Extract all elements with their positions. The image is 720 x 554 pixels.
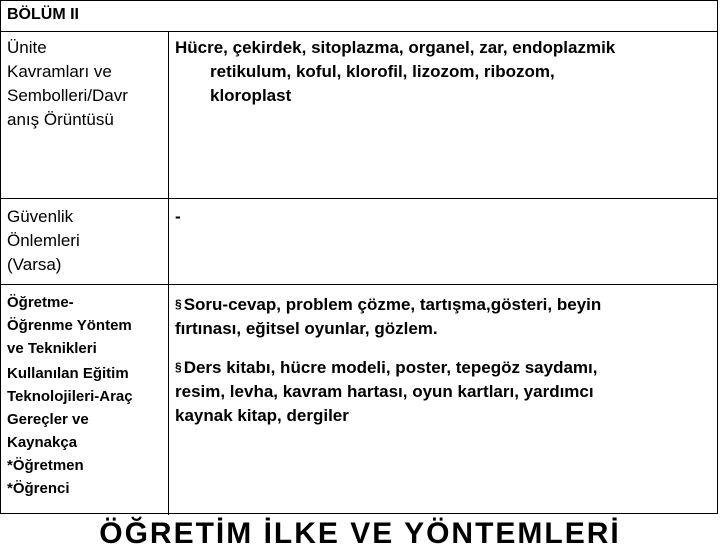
label-line: Kaynakça: [7, 434, 78, 451]
divider: [1, 31, 717, 32]
label-line: Sembolleri/Davr: [7, 86, 128, 105]
divider: [1, 284, 717, 285]
section-title: BÖLÜM II: [7, 6, 79, 23]
content-line: -: [175, 207, 181, 226]
content-line: § Soru-cevap, problem çözme, tartışma,gösteri, beyin: [175, 295, 602, 314]
row-label-unit-concepts: [7, 36, 167, 132]
content-line: fırtınası, eğitsel oyunlar, gözlem.: [175, 319, 438, 338]
label-line: Ünite: [7, 38, 47, 57]
bullet-icon: §: [175, 297, 182, 311]
label-line: Öğretme-: [7, 294, 74, 311]
content-line: kaynak kitap, dergiler: [175, 406, 349, 425]
bullet-icon: §: [175, 360, 182, 374]
column-divider: [168, 31, 169, 515]
label-line: (Varsa): [7, 255, 62, 274]
label-line: Kullanılan Eğitim: [7, 365, 129, 382]
content-line: Hücre, çekirdek, sitoplazma, organel, zar, endoplazmik: [175, 38, 616, 57]
row-content-unit-concepts: [175, 36, 715, 108]
content-line: retikulum, koful, klorofil, lizozom, ribozom,: [210, 62, 555, 81]
divider: [1, 198, 717, 199]
footer-title: ÖĞRETİM İLKE VE YÖNTEMLERİ: [99, 517, 621, 550]
label-line: Gereçler ve: [7, 411, 89, 428]
content-block-materials: [175, 355, 715, 428]
row-content-methods: [175, 292, 715, 428]
label-line: *Öğretmen: [7, 457, 84, 474]
label-line: Güvenlik: [7, 207, 74, 226]
label-line: anış Örüntüsü: [7, 110, 114, 129]
label-line: Teknolojileri-Araç: [7, 388, 133, 405]
content-block-methods: [175, 292, 715, 341]
content-line: § Ders kitabı, hücre modeli, poster, tepegöz saydamı,: [175, 358, 598, 377]
row-content-safety: [175, 205, 715, 229]
row-label-methods: [7, 291, 167, 500]
label-line: ve Teknikleri: [7, 340, 97, 357]
label-line: Öğrenme Yöntem: [7, 317, 132, 334]
label-line: Kavramları ve: [7, 62, 112, 81]
row-label-safety: [7, 205, 167, 277]
label-line: *Öğrenci: [7, 480, 70, 497]
label-line: Önlemleri: [7, 231, 80, 250]
content-line: resim, levha, kavram hartası, oyun kartları, yardımcı: [175, 382, 594, 401]
content-line: kloroplast: [210, 86, 292, 105]
